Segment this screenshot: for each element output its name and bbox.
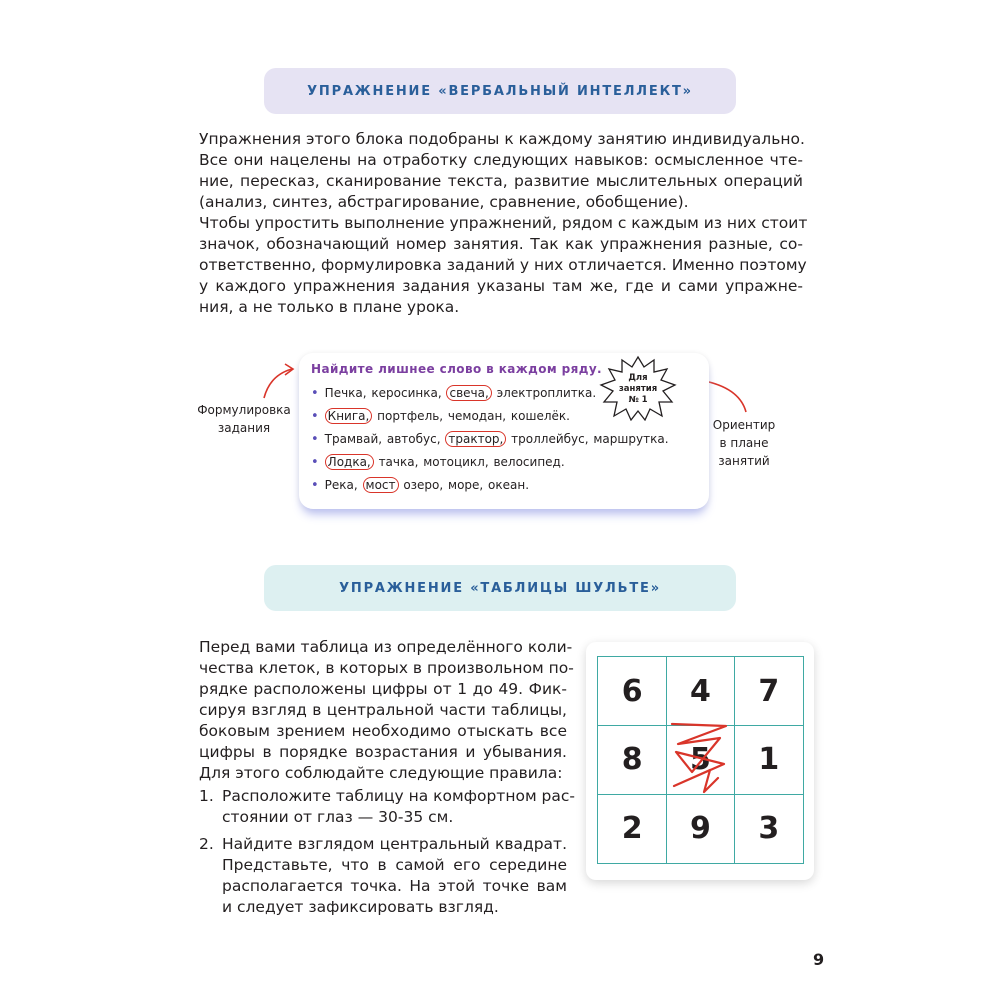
row-text: портфель, чемодан, кошелёк.	[372, 409, 570, 423]
row-text: Трамвай, автобус,	[324, 432, 446, 446]
intro-line: (анализ, синтез, абстрагирование, сравнение, обобщение).	[199, 193, 689, 211]
schulte-line: рядке расположены цифры от 1 до 49. Фик-	[199, 680, 567, 698]
bullet-icon: •	[311, 432, 319, 447]
schulte-description	[199, 637, 576, 918]
badge-line-1: Для	[628, 373, 648, 383]
badge-line-3: № 1	[628, 395, 648, 405]
label-lesson-guide-line: Ориентир	[712, 418, 776, 432]
grid-cell: 4	[666, 656, 736, 726]
section-banner-schulte	[264, 565, 736, 611]
arrow-left-head	[285, 364, 293, 375]
example-row	[311, 386, 596, 401]
row-text: троллейбус, маршрутка.	[506, 432, 669, 446]
intro-line: Все они нацелены на отработку следующих навыков: осмысленное чте-	[199, 151, 803, 169]
schulte-line: боковым зрением необходимо отыскать все	[199, 722, 567, 740]
intro-line: ответственно, формулировка заданий у них отличается. Именно поэтому	[199, 256, 807, 274]
example-row	[311, 478, 529, 493]
grid-cell: 8	[597, 725, 667, 795]
grid-cell: 2	[597, 794, 667, 864]
example-card	[299, 353, 709, 509]
grid-cell: 3	[734, 794, 804, 864]
row-text: озеро, море, океан.	[398, 478, 530, 492]
badge-line-2: занятия	[618, 384, 658, 394]
example-title: Найдите лишнее слово в каждом ряду.	[311, 362, 603, 376]
row-text: Река,	[324, 478, 363, 492]
schulte-table	[597, 656, 804, 864]
intro-line: значок, обозначающий номер занятия. Так как упражнения разные, со-	[199, 235, 803, 253]
intro-line: ния, а не только в плане урока.	[199, 298, 460, 316]
circled-word: свеча,	[446, 385, 491, 401]
label-task-wording-line: задания	[217, 421, 271, 435]
section-banner-verbal	[264, 68, 736, 114]
rule-line: Найдите взглядом центральный квадрат.	[222, 835, 567, 853]
circled-word: трактор,	[445, 431, 506, 447]
schulte-line: Для этого соблюдайте следующие правила:	[199, 764, 563, 782]
intro-paragraph	[199, 129, 808, 318]
rule-item	[199, 786, 576, 828]
example-row	[311, 455, 565, 470]
rule-line: располагается точка. На этой точке вам	[222, 877, 567, 895]
page-number: 9	[813, 950, 825, 969]
schulte-line: цифры в порядке возрастания и убывания.	[199, 743, 567, 761]
grid-cell: 1	[734, 725, 804, 795]
bullet-icon: •	[311, 478, 319, 493]
label-lesson-guide-line: занятий	[718, 454, 770, 468]
rule-item	[199, 834, 567, 918]
grid-cell: 7	[734, 656, 804, 726]
arrow-left	[264, 369, 292, 398]
grid-cell: 9	[666, 794, 736, 864]
intro-line: Чтобы упростить выполнение упражнений, рядом с каждым из них стоит	[199, 214, 808, 232]
bullet-icon: •	[311, 455, 319, 470]
rule-line: Представьте, что в самой его середине	[222, 856, 567, 874]
example-row	[311, 432, 669, 447]
rule-line: и следует зафиксировать взгляд.	[222, 898, 499, 916]
rule-number: 1.	[199, 787, 214, 805]
label-task-wording-line: Формулировка	[197, 403, 291, 417]
intro-line: ние, пересказ, сканирование текста, развитие мыслительных операций	[199, 172, 803, 190]
schulte-line: Перед вами таблица из определённого коли-	[199, 638, 573, 656]
schulte-table-card	[586, 642, 814, 880]
bullet-icon: •	[311, 386, 319, 401]
schulte-line: сируя взгляд в центральной части таблицы,	[199, 701, 567, 719]
grid-cell-center: 5	[666, 725, 736, 795]
schulte-line: чества клеток, в которых в произвольном по-	[199, 659, 574, 677]
lesson-badge-star-icon	[599, 355, 677, 421]
intro-line: Упражнения этого блока подобраны к каждому занятию индивидуально.	[199, 130, 805, 148]
row-text: Печка, керосинка,	[324, 386, 447, 400]
banner-verbal-title: УПРАЖНЕНИЕ «ВЕРБАЛЬНЫЙ ИНТЕЛЛЕКТ»	[307, 83, 693, 99]
bullet-icon: •	[311, 409, 319, 424]
rule-number: 2.	[199, 835, 214, 853]
example-row	[311, 409, 570, 424]
circled-word: Лодка,	[325, 454, 374, 470]
row-text: тачка, мотоцикл, велосипед.	[373, 455, 565, 469]
rule-line: Расположите таблицу на комфортном рас-	[222, 787, 576, 805]
intro-line: у каждого упражнения задания указаны там же, где и сами упражне-	[199, 277, 803, 295]
circled-word: мост	[363, 477, 399, 493]
circled-word: Книга,	[325, 408, 373, 424]
rule-line: стоянии от глаз — 30-35 см.	[222, 808, 454, 826]
banner-schulte-title: УПРАЖНЕНИЕ «ТАБЛИЦЫ ШУЛЬТЕ»	[339, 580, 661, 596]
row-text: электроплитка.	[491, 386, 597, 400]
label-lesson-guide-line: в плане	[719, 436, 769, 450]
label-lesson-guide	[702, 416, 786, 470]
grid-cell: 6	[597, 656, 667, 726]
label-task-wording	[188, 401, 300, 437]
